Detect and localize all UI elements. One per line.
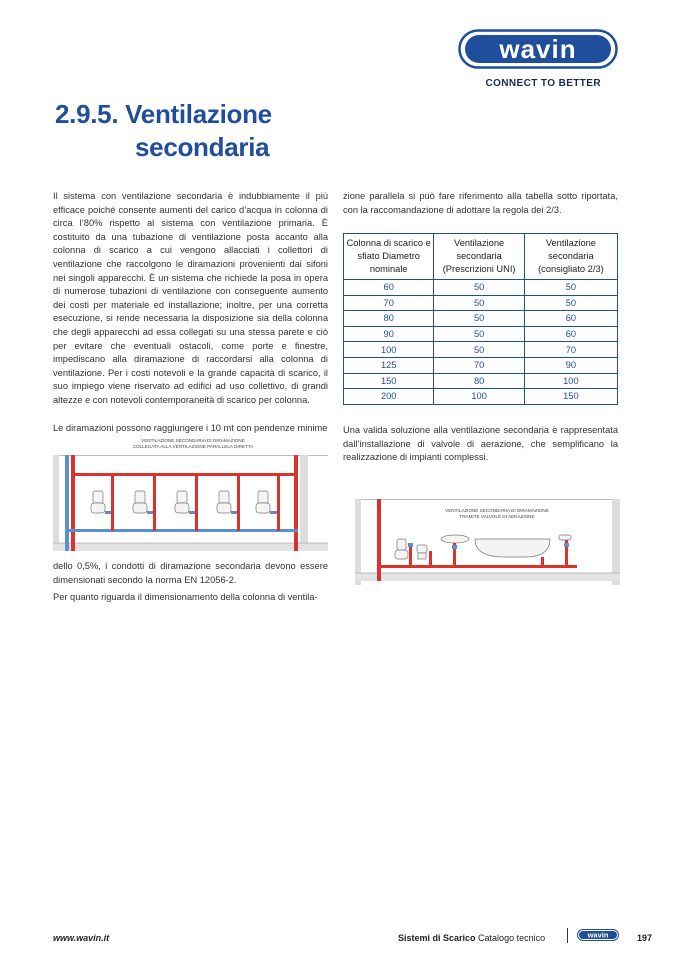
table-row [344, 389, 618, 405]
table-cell: 125 [344, 357, 434, 373]
table-cell: 200 [344, 389, 434, 405]
footer-url: www.wavin.it [53, 933, 110, 943]
table-row [344, 342, 618, 358]
table-cell: 50 [524, 280, 617, 296]
table-cell: 150 [524, 389, 617, 405]
footer-catalog-bold: Sistemi di Scarico [398, 933, 476, 943]
table-header-row [344, 234, 618, 280]
right-paragraph-1: zione parallela si può fare riferimento alla tabella sotto riportata, con la raccomandazione di adottare la regola dei 2/3. [343, 191, 618, 215]
figure-branch-ventilation-air-valves [355, 495, 620, 585]
table-row [344, 311, 618, 327]
right-column [343, 190, 618, 225]
table-row [344, 373, 618, 389]
figure1-caption-line1: VENTILAZIONE SECONDARIA DI DIRAMAZIONE [141, 438, 245, 443]
table-header-1: Colonna di scarico e sfiato Diametro nominale [344, 234, 434, 280]
table-cell: 90 [344, 326, 434, 342]
table-cell: 90 [524, 357, 617, 373]
footer-wavin-logo [577, 929, 619, 941]
left-column [53, 190, 328, 443]
table-row [344, 357, 618, 373]
footer-catalog [398, 933, 545, 943]
table-cell: 150 [344, 373, 434, 389]
left-paragraph-1: Il sistema con ventilazione secondaria è indubbiamente il più efficace poiché consente aumenti del carico d’acqua in colonna di circa l’80% rispetto al sistema con ventilazione primaria. È costituito da una tubazione di ventilazione posta accanto alla colonna di scarico a cui vengono allacciati i collettori di ventilazione che raccolgono le diramazioni provenienti dai sifoni nei singoli apparecchi. È un sistema che richiede la posa in opera di numerose tubazioni di ventilazione con conseguente aumento dei costi per materiale ed installazione; inoltre, per una corretta esecuzione, si rende necessaria la disposizione sia della colonna che degli apparecchi ad essa collegati su una stessa parete e ciò per evitare che eventuali ostacoli, come porte e finestre, impediscano alla diramazione di raccordarsi alla colonna di ventilazione. Per i costi notevoli e la grande capacità di scarico, il suo impiego viene riservato ad edifici ad uso collettivo, di grandi altezze e con notevoli contemporaneità di scarico per colonna. [53, 191, 328, 405]
table-row [344, 326, 618, 342]
section-title [55, 98, 375, 164]
table-cell: 100 [524, 373, 617, 389]
figure-branch-ventilation-direct [53, 433, 328, 555]
footer-logo-wordmark: wavin [587, 930, 609, 940]
table-row [344, 280, 618, 296]
left-paragraph-3: dello 0,5%, i condotti di diramazione secondaria devono essere dimensionati secondo la norma EN 12056-2. [53, 561, 328, 585]
table-cell: 50 [434, 342, 524, 358]
figure2-caption-line2: TRAMITE VALVOLE DI AERAZIONE [459, 514, 535, 519]
title-line-1: 2.9.5. Ventilazione [55, 99, 272, 129]
ventilation-table [343, 233, 618, 405]
table-row [344, 295, 618, 311]
table-cell: 50 [434, 311, 524, 327]
table-cell: 50 [434, 280, 524, 296]
table-cell: 60 [524, 326, 617, 342]
table-cell: 80 [434, 373, 524, 389]
tagline: CONNECT TO BETTER [485, 78, 601, 89]
left-paragraph-4: Per quanto riguarda il dimensionamento della colonna di ventila- [53, 592, 318, 603]
figure1-caption-line2: COLLEGATA ALLA VENTILAZIONE PARALLELA DIRETTA [132, 444, 254, 449]
table-cell: 70 [434, 357, 524, 373]
figure2-caption-line1: VENTILAZIONE SECONDARIA DI DIRAMAZIONE [445, 508, 549, 513]
title-line-2: secondaria [135, 132, 270, 162]
left-column-lower [53, 560, 328, 605]
table-cell: 60 [524, 311, 617, 327]
page-number: 197 [637, 933, 653, 943]
wavin-logo [458, 29, 618, 69]
table-cell: 60 [344, 280, 434, 296]
table-cell: 80 [344, 311, 434, 327]
table-cell: 100 [344, 342, 434, 358]
right-column-lower [343, 424, 618, 465]
table-cell: 70 [524, 342, 617, 358]
footer-catalog-rest: Catalogo tecnico [475, 933, 546, 943]
table-header-3: Ventilazione secondaria (consigliato 2/3) [524, 234, 617, 280]
table-cell: 70 [344, 295, 434, 311]
table-cell: 100 [434, 389, 524, 405]
table-cell: 50 [434, 295, 524, 311]
right-paragraph-2: Una valida soluzione alla ventilazione secondaria è rappresentata dall’installazione di valvole di aerazione, che semplificano la realizzazione di impianti complessi. [343, 425, 618, 463]
table-cell: 50 [524, 295, 617, 311]
left-paragraph-2: Le diramazioni possono raggiungere i 10 mt con pendenze minime [53, 422, 328, 433]
table-header-2: Ventilazione secondaria (Prescrizioni UNI) [434, 234, 524, 280]
logo-wordmark: wavin [499, 34, 577, 64]
footer-separator [567, 928, 568, 943]
table-cell: 50 [434, 326, 524, 342]
